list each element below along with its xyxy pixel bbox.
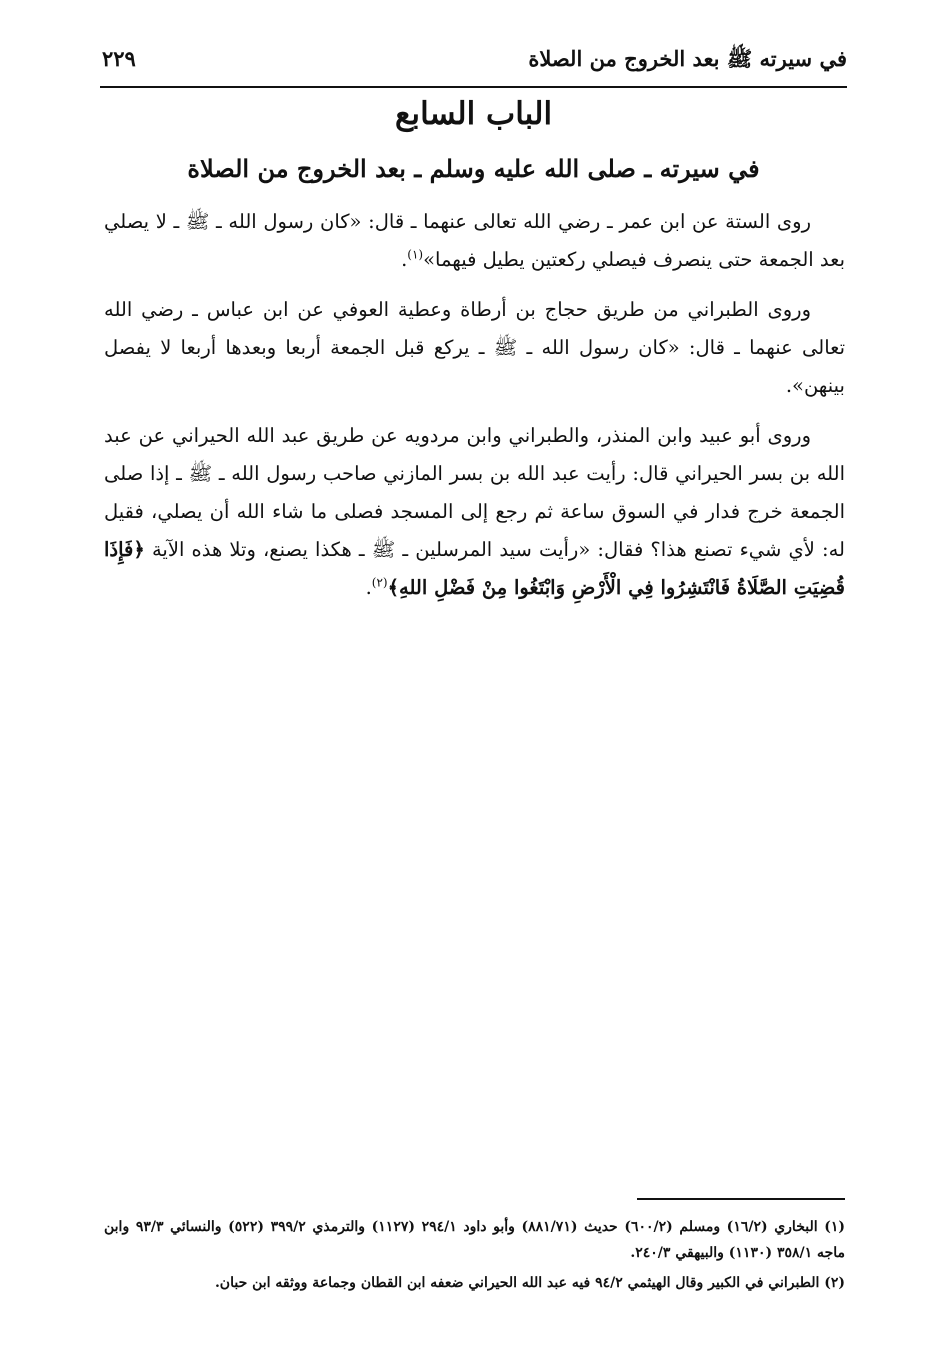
footnote-ref: (١) [407, 247, 424, 262]
footnotes [104, 1214, 845, 1300]
chapter-title: الباب السابع [394, 96, 553, 132]
footnote-divider [637, 1198, 845, 1200]
running-title: في سيرته ﷺ بعد الخروج من الصلاة [528, 46, 847, 71]
paragraph [104, 291, 845, 405]
paragraph-text: وروى أبو عبيد وابن المنذر، والطبراني وابن مردويه عن طريق عبد الله الحيراني عن عبد الله بن بسر الحيراني قال: رأيت عبد الله بن بسر المازني صاحب رسول الله ـ ﷺ ـ إذا صلى الجمعة خرج فدار في السوق ساعة ثم رجع إلى المسجد فصلى ما شاء الله أن يصلي، فقيل له: لأي شيء تصنع هذا؟ فقال: «رأيت سيد المرسلين ـ ﷺ ـ هكذا يصنع، وتلا هذه الآية [104, 424, 845, 561]
footnote: (٢) الطبراني في الكبير وقال الهيثمي ٩٤/٢ فيه عبد الله الحيراني ضعفه ابن القطان وجماعة ووثقه ابن حبان. [214, 1275, 845, 1291]
paragraph [104, 417, 845, 607]
running-header [100, 42, 847, 88]
body-text [104, 203, 845, 619]
quran-verse: ﴿فَإِذَا قُضِيَتِ الصَّلَاةُ فَانْتَشِرُوا فِي الْأَرْضِ وَابْتَغُوا مِنْ فَضْلِ اللهِ﴾ [104, 538, 845, 599]
paragraph [104, 203, 845, 279]
paragraph-tail: . [401, 248, 408, 271]
paragraph-text: روى الستة عن ابن عمر ـ رضي الله تعالى عنهما ـ قال: «كان رسول الله ـ ﷺ ـ لا يصلي بعد الجمعة حتى ينصرف فيصلي ركعتين يطيل فيهما» [104, 210, 845, 271]
chapter-subtitle: في سيرته ـ صلى الله عليه وسلم ـ بعد الخروج من الصلاة [187, 154, 760, 183]
page-number: ٢٢٩ [102, 46, 136, 71]
footnote: (١) البخاري (١٦/٢) ومسلم (٦٠٠/٢) حديث (٨٨١/٧١) وأبو داود ٢٩٤/١ (١١٢٧) والترمذي ٣٩٩/٢ (٥٢٢) والنسائي ٩٣/٣ وابن ماجه ٣٥٨/١ (١١٣٠) والبيهقي ٢٤٠/٣. [104, 1219, 845, 1261]
paragraph-text: وروى الطبراني من طريق حجاج بن أرطاة وعطية العوفي عن ابن عباس ـ رضي الله تعالى عنهما ـ قال: «كان رسول الله ـ ﷺ ـ يركع قبل الجمعة أربعا وبعدها أربعا لا يفصل بينهن». [104, 298, 845, 397]
paragraph-tail: . [365, 576, 372, 599]
footnote-ref: (٢) [371, 575, 388, 590]
